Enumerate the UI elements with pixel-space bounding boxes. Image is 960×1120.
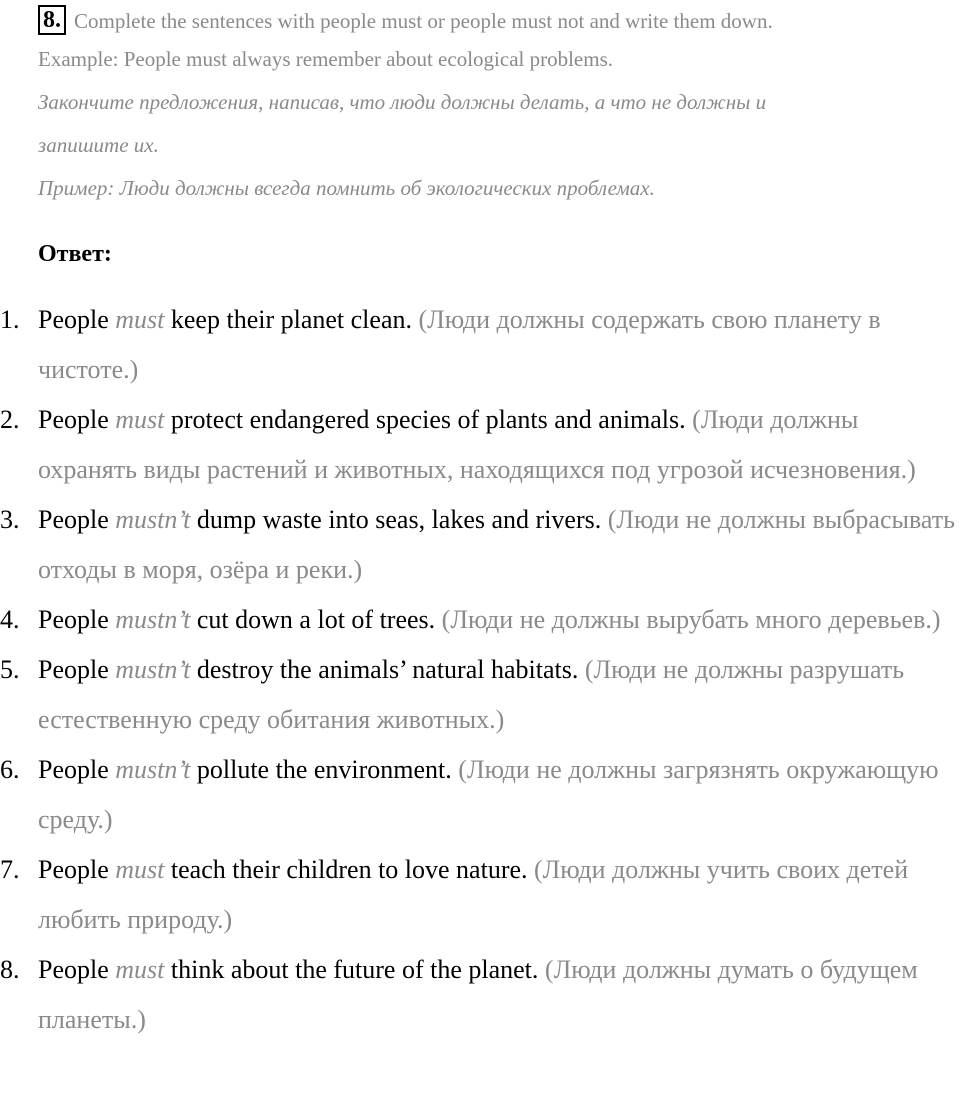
answer-list	[0, 295, 960, 1045]
answer-modal: must	[115, 405, 165, 434]
answer-number: 7.	[0, 855, 20, 884]
answer-item-2	[0, 395, 960, 495]
answer-subject: People	[38, 605, 109, 634]
task-instruction-ru-line1: Закончите предложения, написав, что люди должны делать, а что не должны и	[38, 90, 767, 114]
answer-item-7	[0, 845, 960, 945]
answer-subject: People	[38, 855, 109, 884]
answer-sentence: pollute the environment.	[196, 755, 452, 784]
answer-subject: People	[38, 955, 109, 984]
answer-item-6	[0, 745, 960, 845]
answer-modal: must	[115, 955, 165, 984]
answer-number: 4.	[0, 605, 20, 634]
answer-translation: (Люди не должны загрязнять окружающую среду.)	[38, 755, 939, 834]
answer-modal: must	[115, 305, 165, 334]
answer-translation: (Люди не должны разрушать естественную среду обитания животных.)	[38, 655, 905, 734]
answer-number: 6.	[0, 755, 20, 784]
answer-heading: Ответ:	[38, 241, 112, 267]
answer-modal: mustn’t	[115, 605, 191, 634]
answer-number: 2.	[0, 405, 20, 434]
answer-sentence: teach their children to love nature.	[170, 855, 528, 884]
answer-number: 8.	[0, 955, 20, 984]
answer-translation: (Люди должны думать о будущем планеты.)	[38, 955, 918, 1034]
answer-subject: People	[38, 655, 109, 684]
answer-subject: People	[38, 755, 109, 784]
answer-translation: (Люди не должны вырубать много деревьев.)	[441, 605, 941, 634]
task-block	[38, 4, 938, 210]
answer-sentence: dump waste into seas, lakes and rivers.	[196, 505, 602, 534]
task-number-badge: 8.	[38, 5, 66, 35]
answer-item-8	[0, 945, 960, 1045]
answer-sentence: think about the future of the planet.	[170, 955, 539, 984]
task-instruction-ru-line2: запишите их.	[38, 133, 159, 157]
answer-number: 3.	[0, 505, 20, 534]
answer-item-3	[0, 495, 960, 595]
task-example-ru: Пример: Люди должны всегда помнить об экологических проблемах.	[38, 176, 655, 200]
answer-number: 1.	[0, 305, 20, 334]
answer-item-1	[0, 295, 960, 395]
answer-number: 5.	[0, 655, 20, 684]
task-example: Example: People must always remember about ecological problems.	[38, 47, 613, 71]
answer-subject: People	[38, 405, 109, 434]
answer-translation: (Люди должны содержать свою планету в чистоте.)	[38, 305, 881, 384]
answer-sentence: keep their planet clean.	[170, 305, 412, 334]
answer-subject: People	[38, 305, 109, 334]
answer-sentence: protect endangered species of plants and animals.	[170, 405, 686, 434]
answer-translation: (Люди должны учить своих детей любить природу.)	[38, 855, 909, 934]
answer-sentence: destroy the animals’ natural habitats.	[196, 655, 579, 684]
answer-modal: mustn’t	[115, 505, 191, 534]
answer-modal: must	[115, 855, 165, 884]
answer-modal: mustn’t	[115, 755, 191, 784]
answer-translation: (Люди не должны выбрасывать отходы в моря, озёра и реки.)	[38, 505, 955, 584]
answer-subject: People	[38, 505, 109, 534]
answer-item-4	[0, 595, 960, 645]
task-instruction: Complete the sentences with people must or people must not and write them down.	[74, 9, 773, 33]
answer-modal: mustn’t	[115, 655, 191, 684]
answer-sentence: cut down a lot of trees.	[196, 605, 436, 634]
answer-translation: (Люди должны охранять виды растений и животных, находящихся под угрозой исчезновения.)	[38, 405, 916, 484]
task-instruction-line	[38, 4, 938, 38]
answer-item-5	[0, 645, 960, 745]
